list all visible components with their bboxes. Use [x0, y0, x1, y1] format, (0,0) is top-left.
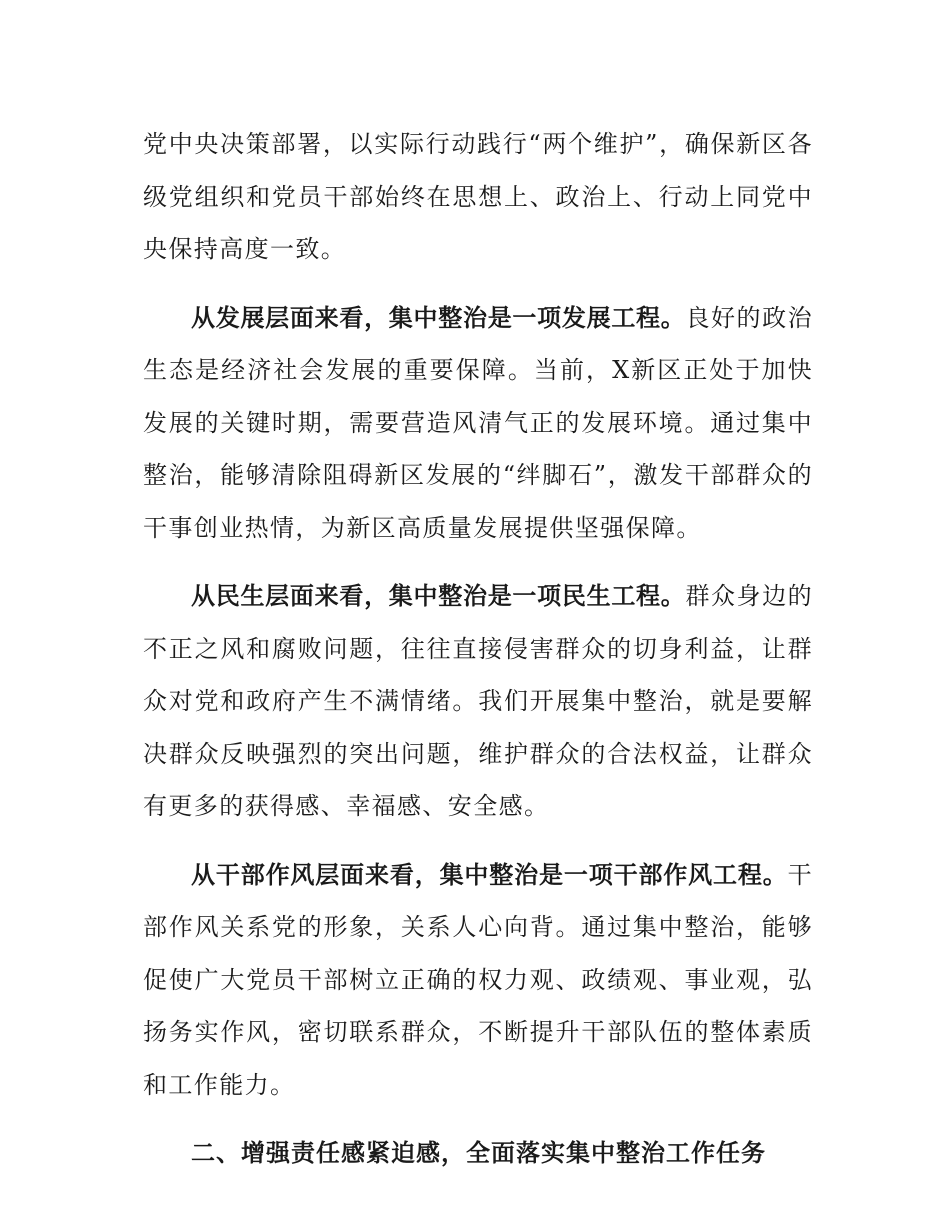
paragraph-lead: 从民生层面来看，集中整治是一项民生工程。: [191, 582, 686, 610]
paragraph-lead: 从发展层面来看，集中整治是一项发展工程。: [191, 303, 686, 332]
document-body: [143, 118, 813, 1180]
paragraph-continuation: [143, 118, 813, 276]
paragraph-text: 党中央决策部署，以实际行动践行“两个维护”，确保新区各级党组织和党员干部始终在思想上、政治上、行动上同党中央保持高度一致。: [143, 130, 813, 263]
paragraph-text: 良好的政治生态是经济社会发展的重要保障。当前，X新区正处于加快发展的关键时期，需要营造风清气正的发展环境。通过集中整治，能够清除阻碍新区发展的“绊脚石”，激发干部群众的干事创业热情，为新区高质量发展提供坚强保障。: [143, 303, 813, 542]
paragraph-development: [143, 292, 813, 555]
paragraph-text: 群众身边的不正之风和腐败问题，往往直接侵害群众的切身利益，让群众对党和政府产生不满情绪。我们开展集中整治，就是要解决群众反映强烈的突出问题，维护群众的合法权益，让群众有更多的获得感、幸福感、安全感。: [143, 582, 813, 820]
paragraph-text: 干部作风关系党的形象，关系人心向背。通过集中整治，能够促使广大党员干部树立正确的权力观、政绩观、事业观，弘扬务实作风，密切联系群众，不断提升干部队伍的整体素质和工作能力。: [143, 860, 813, 1099]
paragraph-lead: 从干部作风层面来看，集中整治是一项干部作风工程。: [191, 860, 788, 889]
section-heading: 二、增强责任感紧迫感，全面落实集中整治工作任务: [191, 1139, 766, 1167]
paragraph-livelihood: [143, 570, 813, 833]
paragraph-cadre-style: [143, 849, 813, 1112]
